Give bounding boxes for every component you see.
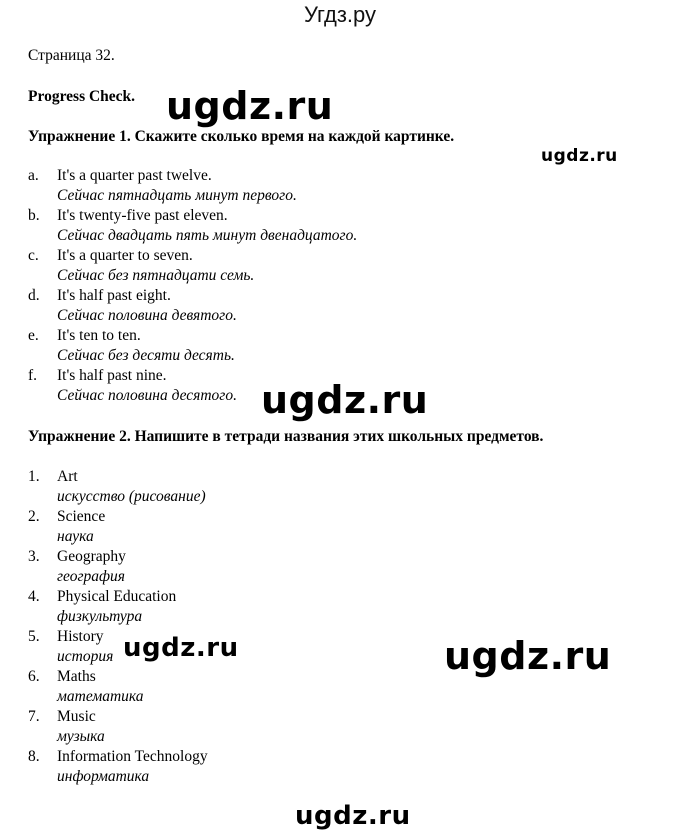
list-item-marker: a. <box>28 167 39 184</box>
subject-translation: математика <box>57 688 144 705</box>
list-item-marker: 5. <box>28 628 40 645</box>
list-item-marker: 2. <box>28 508 40 525</box>
list-item-marker: 7. <box>28 708 40 725</box>
exercise-2-title: Упражнение 2. Напишите в тетради названия этих школьных предметов. <box>28 428 544 445</box>
subject-translation: информатика <box>57 768 150 785</box>
subject-name: History <box>57 628 104 645</box>
subject-translation: география <box>57 568 125 585</box>
subject-name: Music <box>57 708 96 725</box>
russian-translation: Сейчас без десяти десять. <box>57 347 235 364</box>
english-sentence: It's half past nine. <box>57 367 167 384</box>
english-sentence: It's ten to ten. <box>57 327 141 344</box>
subject-name: Information Technology <box>57 748 208 765</box>
subject-name: Maths <box>57 668 96 685</box>
list-item-marker: b. <box>28 207 40 224</box>
subject-translation: наука <box>57 528 94 545</box>
subject-name: Science <box>57 508 106 525</box>
russian-translation: Сейчас половина девятого. <box>57 307 237 324</box>
subject-name: Art <box>57 468 78 485</box>
list-item-marker: d. <box>28 287 40 304</box>
english-sentence: It's a quarter past twelve. <box>57 167 212 184</box>
list-item-marker: 8. <box>28 748 40 765</box>
watermark: ugdz.ru <box>166 84 334 128</box>
russian-translation: Сейчас двадцать пять минут двенадцатого. <box>57 227 358 244</box>
watermark: ugdz.ru <box>444 634 612 678</box>
russian-translation: Сейчас без пятнадцати семь. <box>57 267 255 284</box>
exercise-1-title: Упражнение 1. Скажите сколько время на каждой картинке. <box>28 128 455 145</box>
subject-name: Physical Education <box>57 588 177 605</box>
english-sentence: It's half past eight. <box>57 287 171 304</box>
russian-translation: Сейчас половина десятого. <box>57 387 237 404</box>
list-item-marker: 6. <box>28 668 40 685</box>
watermark: ugdz.ru <box>261 378 429 422</box>
watermark: ugdz.ru <box>123 633 239 663</box>
subject-name: Geography <box>57 548 126 565</box>
section-title: Progress Check. <box>28 88 136 105</box>
subject-translation: искусство (рисование) <box>57 488 206 505</box>
list-item-marker: f. <box>28 367 38 384</box>
page-label: Страница 32. <box>28 47 115 64</box>
english-sentence: It's a quarter to seven. <box>57 247 193 264</box>
subject-translation: физкультура <box>57 608 143 625</box>
list-item-marker: 4. <box>28 588 40 605</box>
watermark: ugdz.ru <box>295 801 411 831</box>
list-item-marker: 1. <box>28 468 40 485</box>
list-item-marker: e. <box>28 327 39 344</box>
watermark: ugdz.ru <box>541 146 618 166</box>
english-sentence: It's twenty-five past eleven. <box>57 207 228 224</box>
subject-translation: музыка <box>57 728 105 745</box>
site-header-title: Угдз.ру <box>303 2 377 27</box>
subject-translation: история <box>57 648 114 665</box>
list-item-marker: c. <box>28 247 39 264</box>
list-item-marker: 3. <box>28 548 40 565</box>
russian-translation: Сейчас пятнадцать минут первого. <box>57 187 297 204</box>
